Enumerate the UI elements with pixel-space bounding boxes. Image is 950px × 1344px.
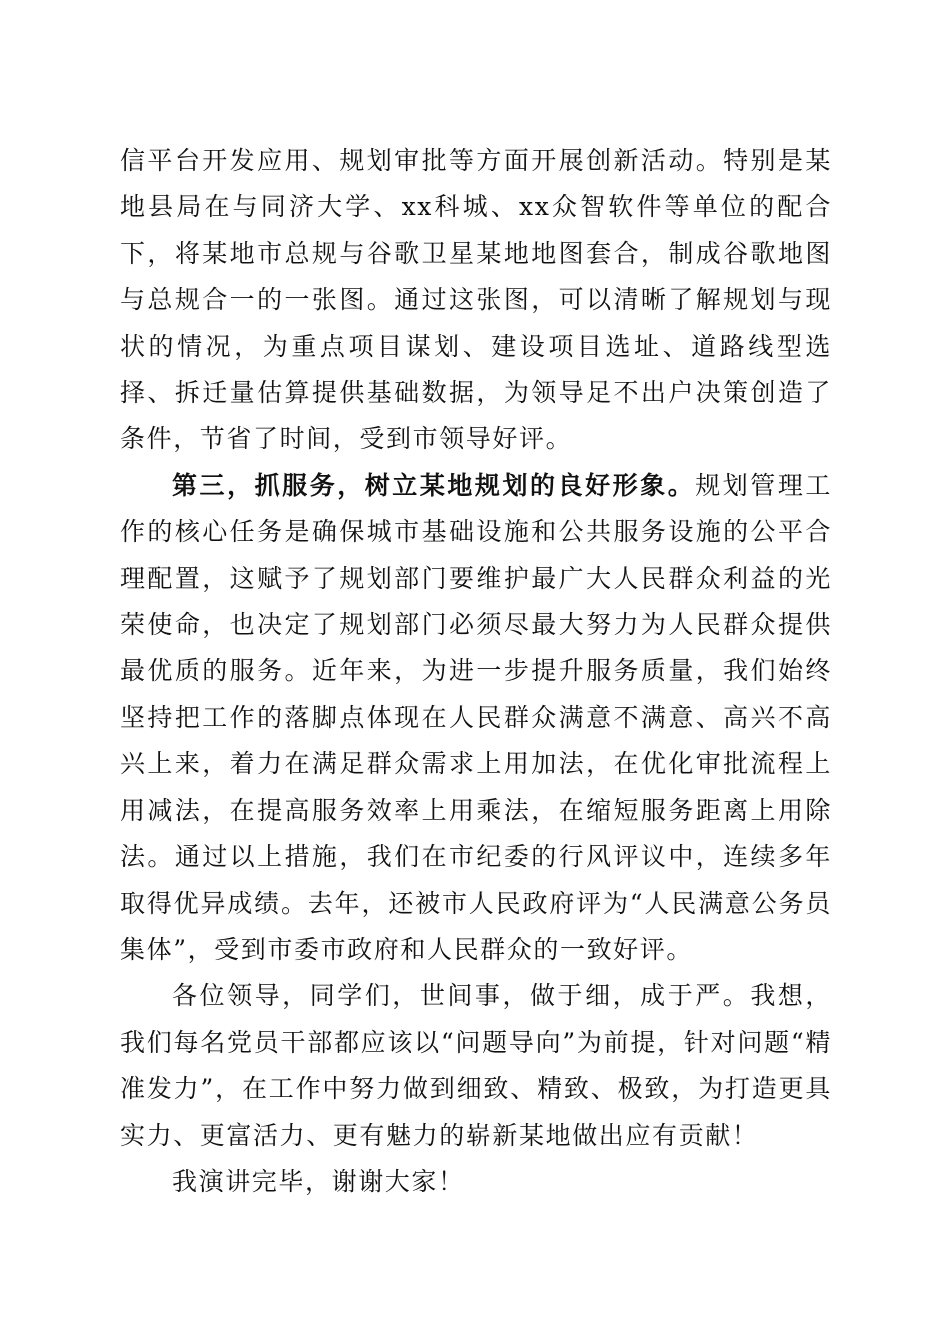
paragraph-2 bbox=[120, 463, 832, 973]
paragraph-2-text: 规划管理工作的核心任务是确保城市基础设施和公共服务设施的公平合理配置，这赋予了规划部门要维护最广大人民群众利益的光荣使命，也决定了规划部门必须尽最大努力为人民群众提供最优质的服务。近年来，为进一步提升服务质量，我们始终坚持把工作的落脚点体现在人民群众满意不满意、高兴不高兴上来，着力在满足群众需求上用加法，在优化审批流程上用减法，在提高服务效率上用乘法，在缩短服务距离上用除法。通过以上措施，我们在市纪委的行风评议中，连续多年取得优异成绩。去年，还被市人民政府评为“人民满意公务员集体”，受到市委市政府和人民群众的一致好评。 bbox=[120, 470, 832, 964]
paragraph-3-text: 各位领导，同学们，世间事，做于细，成于严。我想，我们每名党员干部都应该以“问题导向”为前提，针对问题“精准发力”，在工作中努力做到细致、精致、极致，为打造更具实力、更富活力、更有魅力的崭新某地做出应有贡献！ bbox=[120, 981, 832, 1150]
paragraph-1 bbox=[120, 138, 832, 463]
paragraph-4-text: 我演讲完毕，谢谢大家！ bbox=[172, 1166, 465, 1196]
document-body bbox=[120, 138, 832, 1205]
paragraph-3 bbox=[120, 973, 832, 1159]
paragraph-1-text: 信平台开发应用、规划审批等方面开展创新活动。特别是某地县局在与同济大学、xx科城、xx众智软件等单位的配合下，将某地市总规与谷歌卫星某地地图套合，制成谷歌地图与总规合一的一张图。通过这张图，可以清晰了解规划与现状的情况，为重点项目谋划、建设项目选址、道路线型选择、拆迁量估算提供基础数据，为领导足不出户决策创造了条件，节省了时间，受到市领导好评。 bbox=[120, 146, 832, 454]
paragraph-4 bbox=[120, 1159, 832, 1205]
paragraph-2-heading: 第三，抓服务，树立某地规划的良好形象。 bbox=[172, 470, 696, 500]
